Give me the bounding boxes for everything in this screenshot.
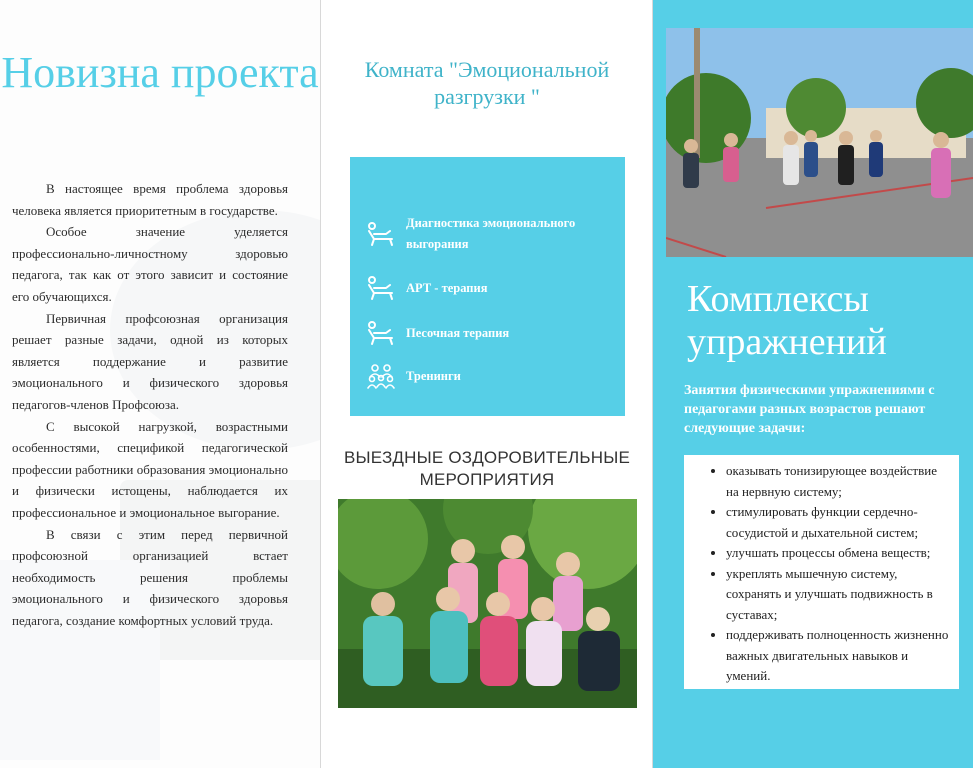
service-item <box>366 275 606 301</box>
service-item <box>366 320 606 346</box>
list-item: • оказывать тонизирующее воздействие на нервную систему; <box>726 461 949 502</box>
left-panel <box>0 0 320 768</box>
paragraph: Первичная профсоюзная организация решает разные задачи, одной из которых является поддержание и развитие эмоционального и физического здоровья педагогов-членов Профсоюза. <box>12 310 288 412</box>
service-item <box>366 213 606 255</box>
group-people-icon <box>366 363 396 389</box>
recliner-icon <box>366 275 396 301</box>
tasks-list <box>684 455 959 687</box>
service-label: Песочная терапия <box>406 325 510 340</box>
group-photo <box>338 499 637 708</box>
exercises-title: Комплексы упражнений <box>687 278 887 363</box>
list-item: • укреплять мышечную систему, сохранять и улучшать подвижность в суставах; <box>726 564 949 626</box>
right-panel <box>653 0 973 768</box>
list-item: • поддерживать полноценность жизненно важных двигательных навыков и умений. <box>726 625 949 687</box>
service-label: АРТ - терапия <box>406 280 488 295</box>
outdoor-events-heading: ВЫЕЗДНЫЕ ОЗДОРОВИТЕЛЬНЫЕ МЕРОПРИЯТИЯ <box>344 448 630 489</box>
page-title: Новизна проекта <box>1 48 319 97</box>
exercise-photo-illustration <box>666 28 973 257</box>
exercise-photo <box>666 28 973 257</box>
paragraph: С высокой нагрузкой, возрастными особенностями, спецификой педагогической профессии работники образования эмоционально и физически истощены, наблюдается их профессиональное и эмоциональное выгорание. <box>12 418 288 520</box>
recliner-icon <box>366 320 396 346</box>
room-title: Комната "Эмоциональной разгрузки " <box>364 57 610 109</box>
paragraph: В связи с этим перед первичной профсоюзной организацией встает необходимость решения проблемы эмоционального и физического здоровья педагога, создание комфортных условий труда. <box>12 526 288 628</box>
project-description <box>12 178 288 631</box>
list-item: • стимулировать функции сердечно-сосудистой и дыхательной систем; <box>726 502 949 543</box>
paragraph: Особое значение уделяется профессионально-личностному здоровью педагога, так как от этого зависит и состояние его обучающихся. <box>12 224 288 304</box>
services-box <box>350 157 625 416</box>
service-label: Диагностика эмоционального выгорания <box>406 216 576 251</box>
paragraph: В настоящее время проблема здоровья человека является приоритетным в государстве. <box>12 181 288 218</box>
exercises-intro: Занятия физическими упражнениями с педагогами разных возрастов решают следующие задачи: <box>684 383 935 436</box>
list-item: • улучшать процессы обмена веществ; <box>726 543 949 564</box>
service-item <box>366 363 606 389</box>
group-photo-illustration <box>338 499 637 708</box>
tasks-box <box>684 455 959 689</box>
service-label: Тренинги <box>406 368 461 383</box>
middle-panel <box>321 0 653 768</box>
recliner-icon <box>366 221 396 247</box>
